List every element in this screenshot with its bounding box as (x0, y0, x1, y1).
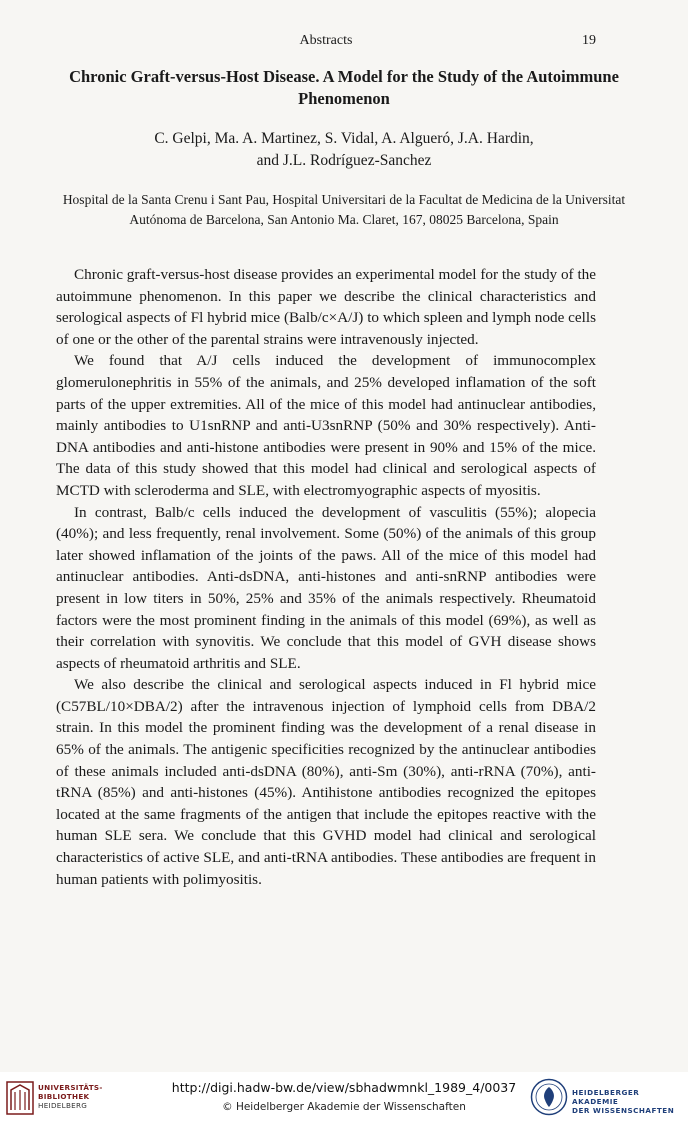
permalink-url[interactable]: http://digi.hadw-bw.de/view/sbhadwmnkl_1989_4/0037 (171, 1080, 517, 1095)
article-title: Chronic Graft-versus-Host Disease. A Model for the Study of the Autoimmune Phenomenon (69, 67, 619, 108)
university-library-name: UNIVERSITÄTS- BIBLIOTHEK HEIDELBERG (38, 1083, 103, 1110)
academy-seal-icon (530, 1078, 568, 1116)
page-number: 19 (582, 33, 596, 48)
paragraph-1: Chronic graft-versus-host disease provides an experimental model for the study of the autoimmune phenomenon. In this paper we describe the clinical characteristics and serological aspects of Fl hybrid mice (Balb/c×A/J) to which spleen and lymph node cells of one or the other of the parental strains were intravenously injected. (56, 266, 596, 348)
affiliation: Hospital de la Santa Crenu i Sant Pau, Hospital Universitari de la Facultat de Medicina de la Universitat Autónoma de Barcelona, San Antonio Ma. Claret, 167, 08025 Barcelona, Spain (62, 192, 626, 227)
author-line-1: C. Gelpi, Ma. A. Martinez, S. Vidal, A. Algueró, J.A. Hardin, (154, 130, 534, 147)
copyright-notice: © Heidelberger Akademie der Wissenschaften (222, 1101, 466, 1113)
running-header (56, 33, 596, 53)
author-list (40, 128, 648, 172)
abstract-body (56, 264, 596, 890)
paragraph-4: We also describe the clinical and serological aspects induced in Fl hybrid mice (C57BL/10×DBA/2) after the intravenous injection of lymphoid cells from DBA/2 strain. In this model the prominent finding was the development of a renal disease in 65% of the animals. The antigenic specificities recognized by the antinuclear antibodies of these animals included anti-dsDNA (80%), anti-Sm (30%), anti-rRNA (70%), anti-tRNA (85%) and anti-histones (45%). Antihistone antibodies recognized the epitopes located at the same fragments of the antigen that include the epitopes reactive with the human SLE sera. We conclude that this GVHD model had clinical and serological characteristics of active SLE, and anti-tRNA antibodies. These antibodies are frequent in human patients with polimyositis. (56, 676, 596, 888)
paragraph-3: In contrast, Balb/c cells induced the development of vasculitis (55%); alopecia (40%); and less frequently, renal involvement. Some (50%) of the animals of this group later showed inflamation of the joints of the paws. All of the mice of this model had antinuclear antibodies. Anti-dsDNA, anti-histones and anti-snRNP antibodies were present in low titers in 50%, 25% and 35% of the animals respectively. Rheumatoid factors were the most prominent finding in the animals of this model (69%), as well as their correlation with synovitis. We conclude that this model of GVH disease shows aspects of rheumatoid arthritis and SLE. (56, 503, 596, 672)
section-title: Abstracts (299, 33, 353, 48)
paragraph-2: We found that A/J cells induced the development of immunocomplex glomerulonephritis in 55% of the animals, and 25% developed inflamation of the soft parts of the upper extremities. All of the mice of this model had antinuclear antibodies, mainly antibodies to U1snRNP and anti-U3snRNP (50% and 30% respectively). Anti-DNA antibodies and anti-histone antibodies were present in 90% and 15% of the mice. The data of this study showed that this model had clinical and serological aspects of MCTD with scleroderma and SLE, with electromyographic aspects of myositis. (56, 352, 596, 499)
digitization-footer (0, 1072, 688, 1125)
author-line-2: and J.L. Rodríguez-Sanchez (256, 152, 432, 169)
academy-name: HEIDELBERGER AKADEMIE DER WISSENSCHAFTEN (572, 1088, 675, 1115)
